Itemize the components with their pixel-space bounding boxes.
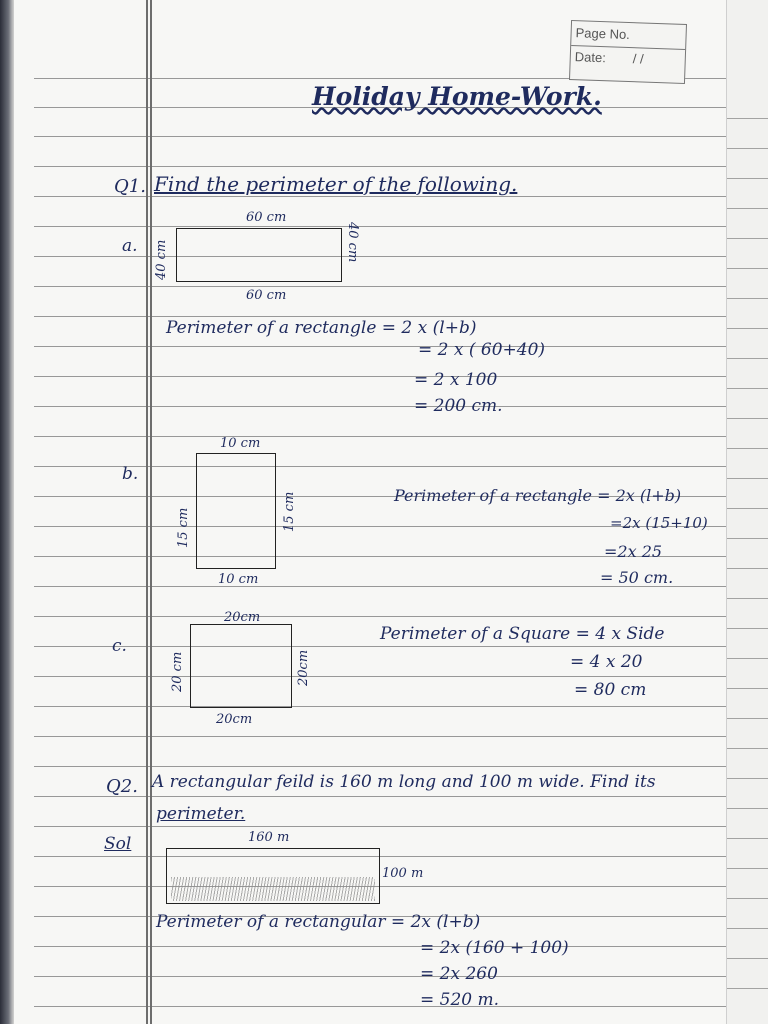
- sol-label: Sol: [104, 834, 132, 854]
- q2-number: Q2.: [106, 776, 138, 797]
- q1a-line-3: = 2 x 100: [414, 370, 498, 390]
- q1a-top-dim: 60 cm: [246, 210, 287, 225]
- q2-question-line-1: A rectangular feild is 160 m long and 100 m wide. Find its: [152, 772, 656, 792]
- notebook-page: [14, 0, 726, 1024]
- q1c-right-dim: 20cm: [296, 649, 311, 686]
- margin-line: [146, 0, 148, 1024]
- q2-question-line-2: perimeter.: [156, 804, 246, 824]
- q2-line-4: = 520 m.: [420, 990, 500, 1010]
- date-value: / /: [632, 51, 644, 67]
- q1-question: Find the perimeter of the following.: [154, 172, 518, 196]
- q1c-left-dim: 20 cm: [170, 651, 185, 692]
- q1a-right-dim: 40 cm: [345, 222, 360, 263]
- q1b-label: b.: [122, 464, 139, 484]
- q1b-bottom-dim: 10 cm: [218, 572, 259, 587]
- q2-field-right-dim: 100 m: [382, 866, 424, 881]
- q1a-rectangle: [176, 228, 342, 282]
- q2-field-top-dim: 160 m: [248, 830, 290, 845]
- q1c-top-dim: 20cm: [224, 610, 261, 625]
- page-title: Holiday Home-Work.: [312, 82, 602, 111]
- q1a-line-2: = 2 x ( 60+40): [418, 340, 546, 360]
- page-date-box: [569, 20, 687, 84]
- q1b-left-dim: 15 cm: [176, 507, 191, 548]
- q1a-line-1: Perimeter of a rectangle = 2 x (l+b): [166, 318, 477, 338]
- q2-line-2: = 2x (160 + 100): [420, 938, 569, 958]
- q1b-line-3: =2x 25: [604, 542, 663, 561]
- q1b-rectangle: [196, 453, 276, 569]
- q1c-label: c.: [112, 636, 127, 656]
- q1c-line-2: = 4 x 20: [570, 652, 643, 672]
- q1b-top-dim: 10 cm: [220, 436, 261, 451]
- notebook-spine: [0, 0, 14, 1024]
- q1a-label: a.: [122, 236, 138, 256]
- q1b-line-1: Perimeter of a rectangle = 2x (l+b): [394, 486, 682, 505]
- q1a-line-4: = 200 cm.: [414, 396, 503, 416]
- date-label: Date:: [574, 49, 607, 66]
- q1a-bottom-dim: 60 cm: [246, 288, 287, 303]
- facing-page-edge: [726, 0, 768, 1024]
- q2-line-1: Perimeter of a rectangular = 2x (l+b): [156, 912, 481, 932]
- q1c-bottom-dim: 20cm: [216, 712, 253, 727]
- q1c-line-3: = 80 cm: [574, 680, 647, 700]
- q2-line-3: = 2x 260: [420, 964, 498, 984]
- grass-shading: [171, 877, 375, 901]
- q1b-line-4: = 50 cm.: [600, 568, 674, 587]
- q1c-square: [190, 624, 292, 708]
- q1b-line-2: =2x (15+10): [610, 514, 708, 532]
- q1a-left-dim: 40 cm: [154, 239, 169, 280]
- q1b-right-dim: 15 cm: [282, 491, 297, 532]
- q1c-line-1: Perimeter of a Square = 4 x Side: [380, 624, 665, 644]
- q2-field-rectangle: [166, 848, 380, 904]
- q1-number: Q1.: [114, 176, 146, 197]
- page-no-label: Page No.: [575, 25, 631, 43]
